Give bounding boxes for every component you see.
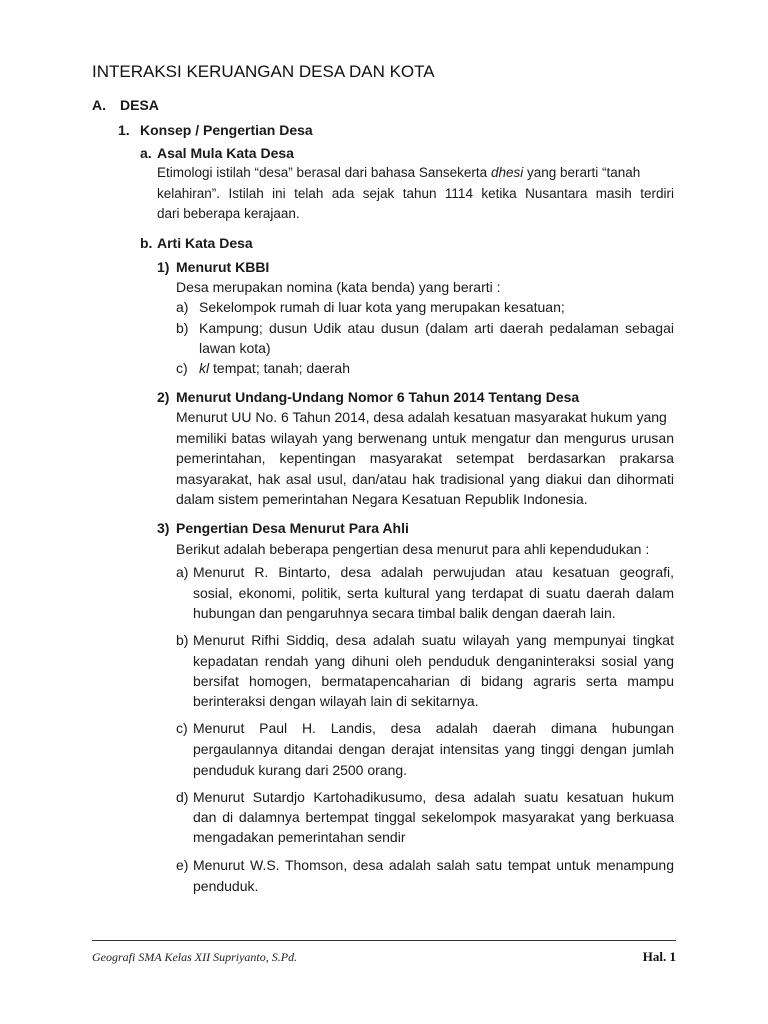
kbbi-heading: Menurut KBBI [176, 259, 270, 275]
kbbi-item-a-marker: a) [176, 299, 189, 315]
uu-marker: 2) [157, 389, 170, 405]
page-number: Hal. 1 [642, 949, 676, 964]
uu-line-1: Menurut UU No. 6 Tahun 2014, desa adalah kesatuan masyarakat hukum yang [176, 409, 667, 425]
ahli-item-b-line-2: kepadatan rendah yang dihuni oleh penduduk denganinteraksi sosial yang [193, 653, 674, 669]
ahli-item-b-line-4: berinteraksi dengan wilayah lain di sekitarnya. [193, 693, 479, 709]
ahli-marker: 3) [157, 520, 170, 536]
ahli-item-d-line-2: dan di dalamnya bertempat tinggal sekelompok masyarakat yang berkuasa [193, 809, 674, 825]
ahli-item-d-line-1: Menurut Sutardjo Kartohadikusumo, desa adalah suatu kesatuan hukum [193, 789, 674, 805]
kbbi-marker: 1) [157, 259, 170, 275]
uu-heading: Menurut Undang-Undang Nomor 6 Tahun 2014 Tentang Desa [176, 389, 580, 405]
ahli-item-c-line-1: Menurut Paul H. Landis, desa adalah daerah dimana hubungan [193, 720, 674, 736]
section-a-heading: DESA [120, 97, 159, 113]
ahli-item-a-line-3: hubungan dan pengaruhnya secara timbal balik dengan daerah lain. [193, 605, 616, 621]
ahli-intro: Berikut adalah beberapa pengertian desa menurut para ahli kependudukan : [176, 541, 650, 557]
footer-author: Geografi SMA Kelas XII Supriyanto, S.Pd. [92, 950, 298, 964]
ahli-item-a-line-2: sosial, ekonomi, politik, serta kultural yang terdapat di suatu daerah dalam [193, 585, 674, 601]
uu-line-5: dalam sistem pemerintahan Negara Kesatuan Republik Indonesia. [176, 491, 588, 507]
kbbi-item-a-text: Sekelompok rumah di luar kota yang merupakan kesatuan; [199, 299, 565, 315]
uu-line-3: pemerintahan, kepentingan masyarakat setempat berdasarkan prakarsa [176, 450, 674, 466]
ahli-item-e-line-2: penduduk. [193, 878, 259, 894]
footer-divider [92, 940, 676, 941]
kbbi-item-c-text [199, 360, 350, 376]
kbbi-item-c-rest: tempat; tanah; daerah [213, 360, 351, 376]
ahli-item-a-line-1: Menurut R. Bintarto, desa adalah perwujudan atau kesatuan geografi, [193, 564, 674, 580]
section-a-marker: A. [92, 97, 106, 113]
kbbi-item-c-italic: kl [199, 360, 210, 376]
sub-a-text-italic: dhesi [490, 165, 524, 180]
ahli-heading: Pengertian Desa Menurut Para Ahli [176, 520, 409, 536]
ahli-item-b-marker: b) [176, 632, 189, 648]
uu-line-2: memiliki batas wilayah yang berwenang untuk mengatur dan mengurus urusan [176, 430, 674, 446]
sub1-heading: Konsep / Pengertian Desa [140, 122, 313, 138]
kbbi-item-b-marker: b) [176, 320, 189, 336]
ahli-item-b-line-1: Menurut Rifhi Siddiq, desa adalah suatu wilayah yang mempunyai tingkat [193, 632, 674, 648]
sub-a-marker: a. [140, 145, 152, 161]
sub-b-heading: Arti Kata Desa [157, 235, 253, 251]
sub-a-line-2: kelahiran”. Istilah ini telah ada sejak tahun 1114 ketika Nusantara masih terdiri [157, 186, 674, 201]
sub-a-text-2: yang berarti “tanah [527, 165, 641, 180]
kbbi-item-b-line-2: lawan kota) [199, 340, 271, 356]
ahli-item-a-marker: a) [176, 564, 189, 580]
sub-a-heading: Asal Mula Kata Desa [157, 145, 294, 161]
kbbi-item-c-marker: c) [176, 360, 188, 376]
ahli-item-d-line-3: mengadakan pemerintahan sendir [193, 829, 406, 845]
ahli-item-c-marker: c) [176, 720, 188, 736]
kbbi-item-b-line-1: Kampung; dusun Udik atau dusun (dalam arti daerah pedalaman sebagai [199, 320, 674, 336]
uu-line-4: masyarakat, hak asal usul, dan/atau hak tradisional yang diakui dan dihormati [176, 471, 674, 487]
sub-a-line-1 [157, 165, 674, 180]
kbbi-intro: Desa merupakan nomina (kata benda) yang berarti : [176, 279, 501, 295]
ahli-item-e-marker: e) [176, 857, 189, 873]
ahli-item-c-line-2: pergaulannya ditandai dengan derajat intensitas yang tinggi dengan jumlah [193, 741, 674, 757]
page-title: INTERAKSI KERUANGAN DESA DAN KOTA [92, 62, 435, 81]
ahli-item-e-line-1: Menurut W.S. Thomson, desa adalah salah satu tempat untuk menampung [193, 857, 674, 873]
sub1-marker: 1. [118, 122, 130, 138]
ahli-item-c-line-3: penduduk kurang dari 2500 orang. [193, 762, 408, 778]
ahli-item-d-marker: d) [176, 789, 189, 805]
sub-b-marker: b. [140, 235, 153, 251]
ahli-item-b-line-3: bersifat homogen, bermatapencaharian di bidang agraris serta mampu [193, 673, 674, 689]
sub-a-text-1: Etimologi istilah “desa” berasal dari bahasa Sansekerta [157, 165, 488, 180]
sub-a-line-3: dari beberapa kerajaan. [157, 206, 300, 221]
